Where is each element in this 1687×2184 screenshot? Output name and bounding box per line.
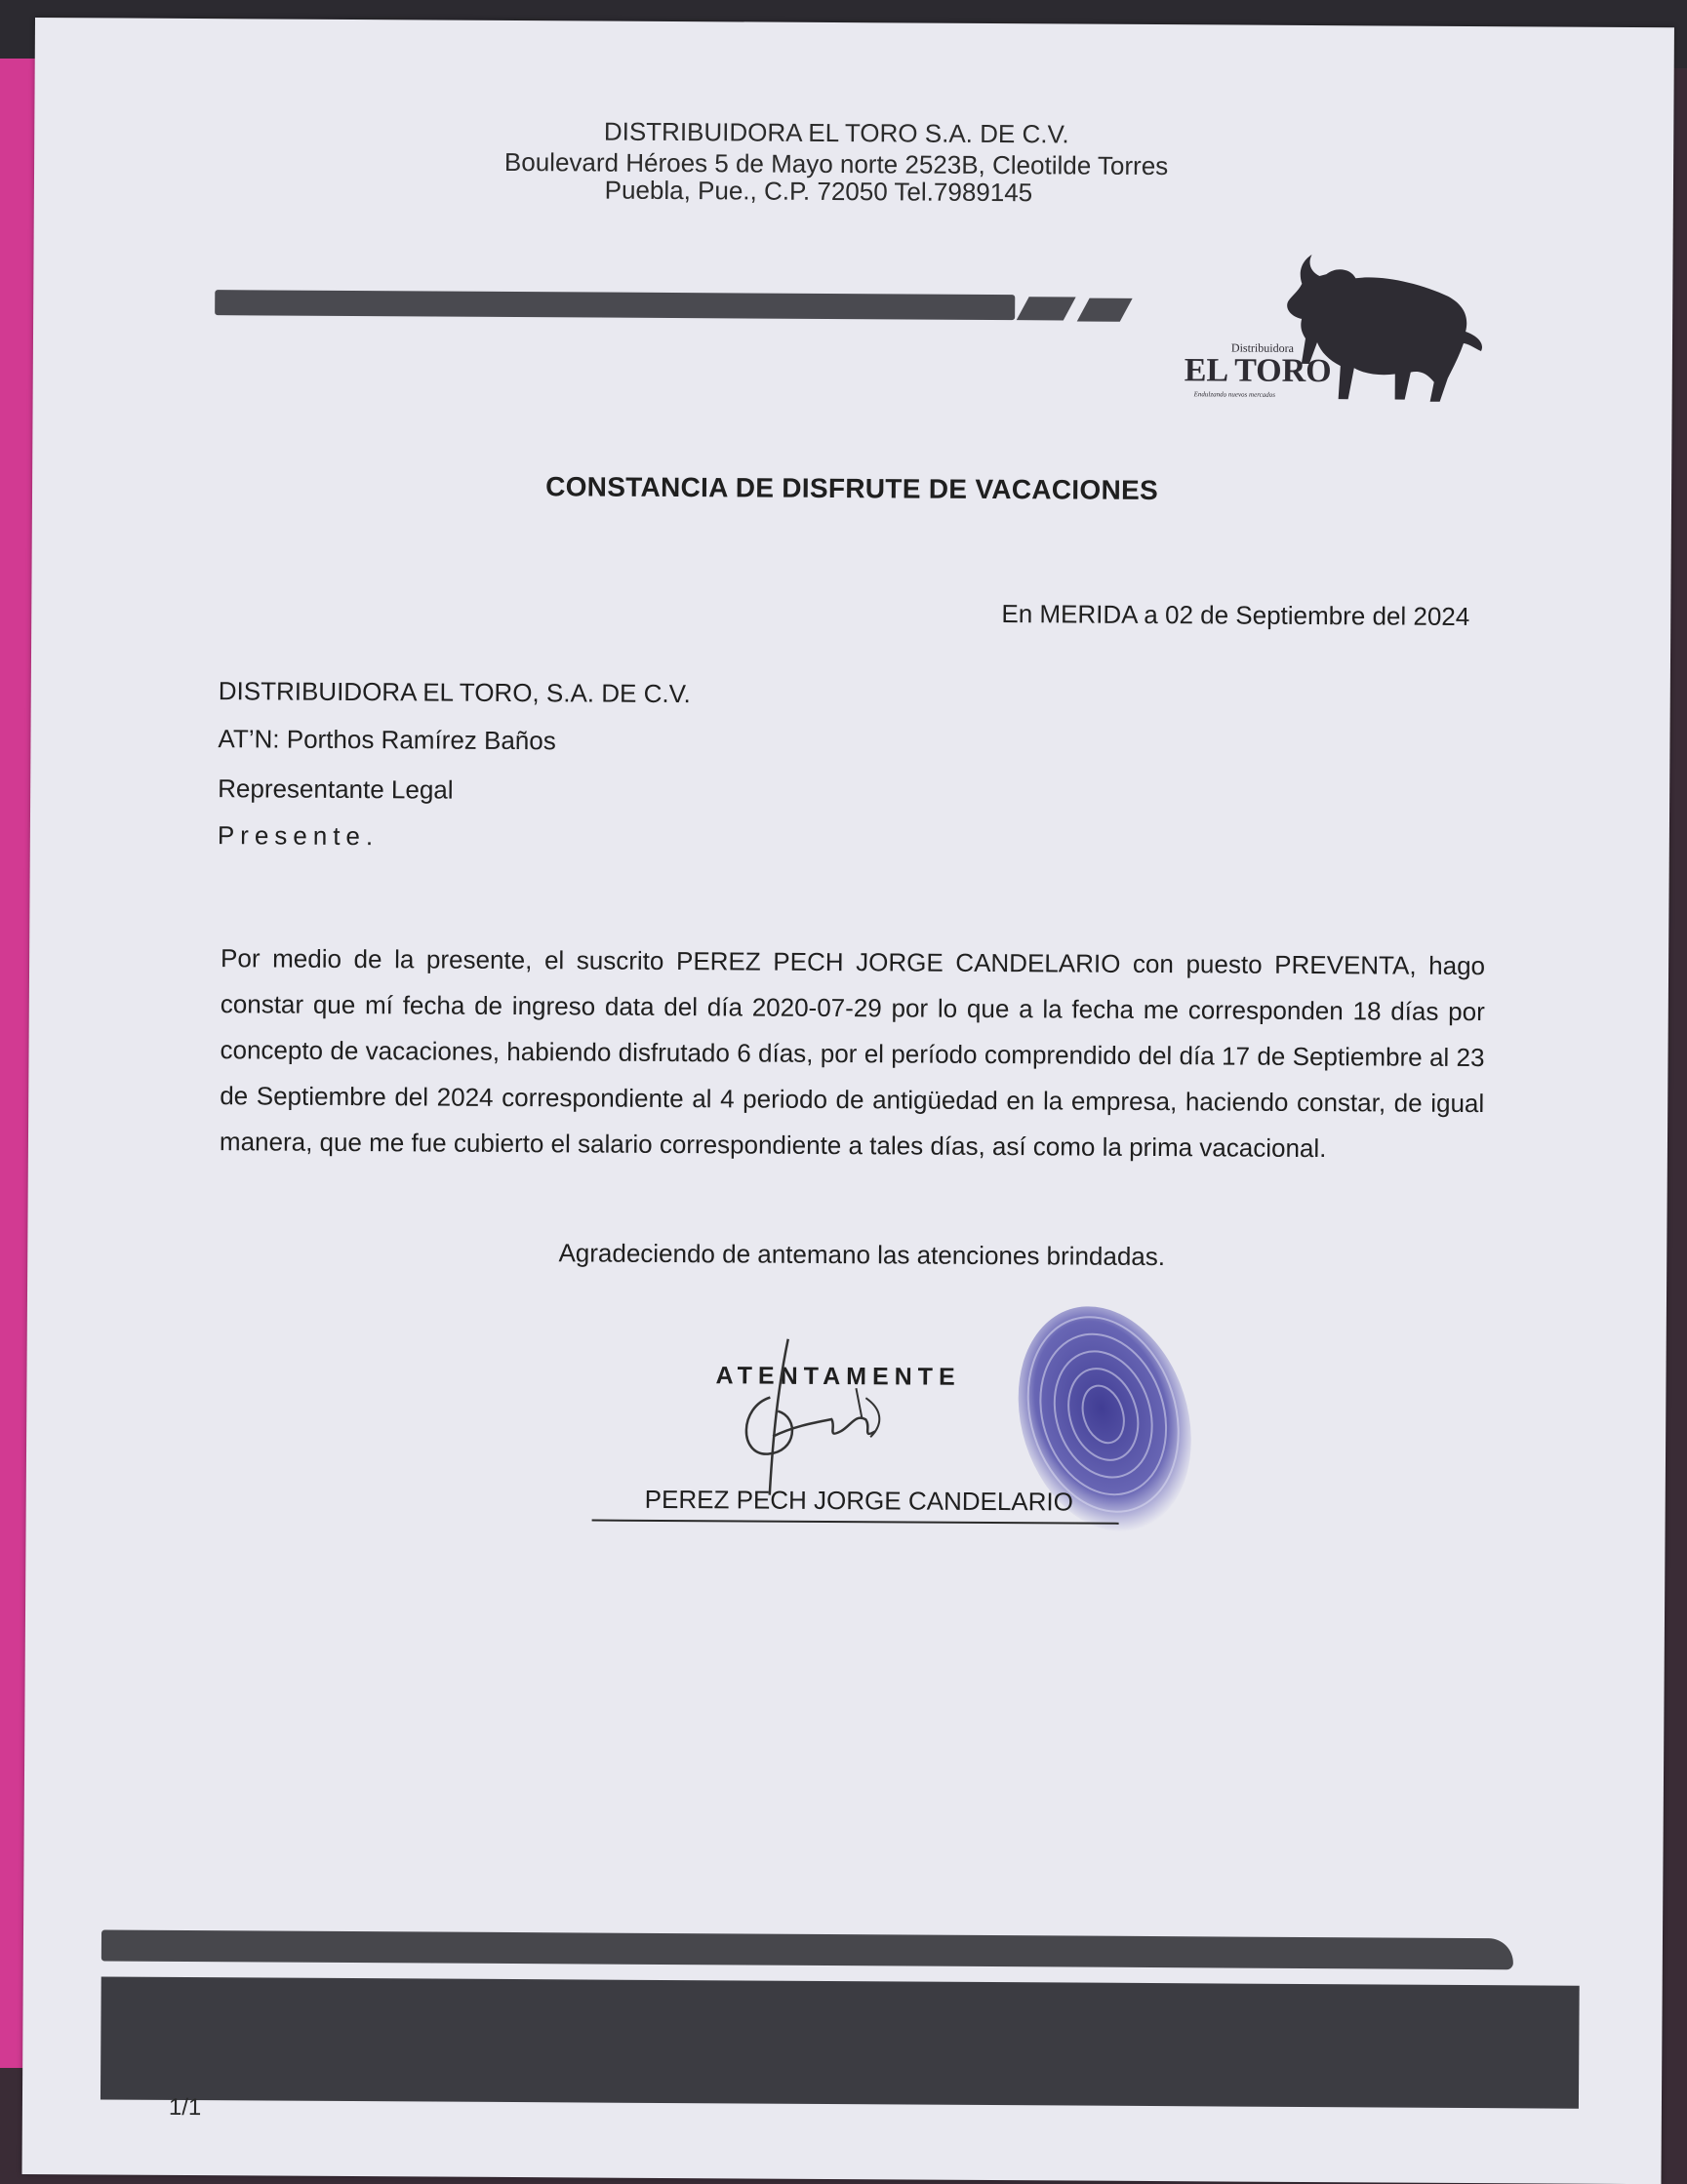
header-bar-fragment [1077, 298, 1133, 322]
recipient-present: Presente. [217, 820, 380, 852]
logo-brand: EL TORO [1184, 352, 1332, 390]
document-page [21, 18, 1673, 2184]
handwritten-signature [719, 1329, 905, 1505]
date-line: En MERIDA a 02 de Septiembre del 2024 [1001, 599, 1470, 631]
recipient-attention: AT’N: Porthos Ramírez Baños [218, 724, 556, 756]
company-address: Boulevard Héroes 5 de Mayo norte 2523B, Cleotilde Torres [503, 146, 1169, 181]
header-bar [215, 290, 1015, 320]
body-paragraph: Por medio de la presente, el suscrito PEREZ PECH JORGE CANDELARIO con puesto PREVENTA, hago constar que mí fecha de ingreso data del día 2020-07-29 por lo que a la fecha me corresponden 18 días por concepto de vacaciones, habiendo disfrutado 6 días, por el período comprendido del día 17 de Septiembre al 23 de Septiembre del 2024 correspondiente al 4 periodo de antigüedad en la empresa, haciendo constar, de igual manera, que me fue cubierto el salario correspondiente a tales días, así como la prima vacacional. [219, 943, 1486, 1164]
footer-bar [101, 1929, 1513, 1969]
header-bar-fragment [1017, 297, 1076, 320]
thanks-line: Agradeciendo de antemano las atenciones brindadas. [558, 1238, 1166, 1272]
page-number: 1/1 [168, 2093, 202, 2122]
logo-tagline: Endulzando nuevos mercados [1193, 390, 1276, 399]
bull-icon [1155, 244, 1488, 412]
closing-label: ATENTAMENTE [715, 1362, 961, 1391]
document-title: CONSTANCIA DE DISFRUTE DE VACACIONES [545, 471, 1159, 506]
recipient-role: Representante Legal [218, 774, 454, 805]
signer-name: PEREZ PECH JORGE CANDELARIO [644, 1484, 1074, 1517]
footer-block [100, 1976, 1580, 2108]
company-name: DISTRIBUIDORA EL TORO S.A. DE C.V. [603, 116, 1069, 149]
company-city: Puebla, Pue., C.P. 72050 Tel.7989145 [604, 175, 1033, 208]
company-logo [1155, 244, 1488, 412]
recipient-company: DISTRIBUIDORA EL TORO, S.A. DE C.V. [218, 676, 691, 709]
logo-small-text: Distribuidora [1230, 340, 1294, 355]
